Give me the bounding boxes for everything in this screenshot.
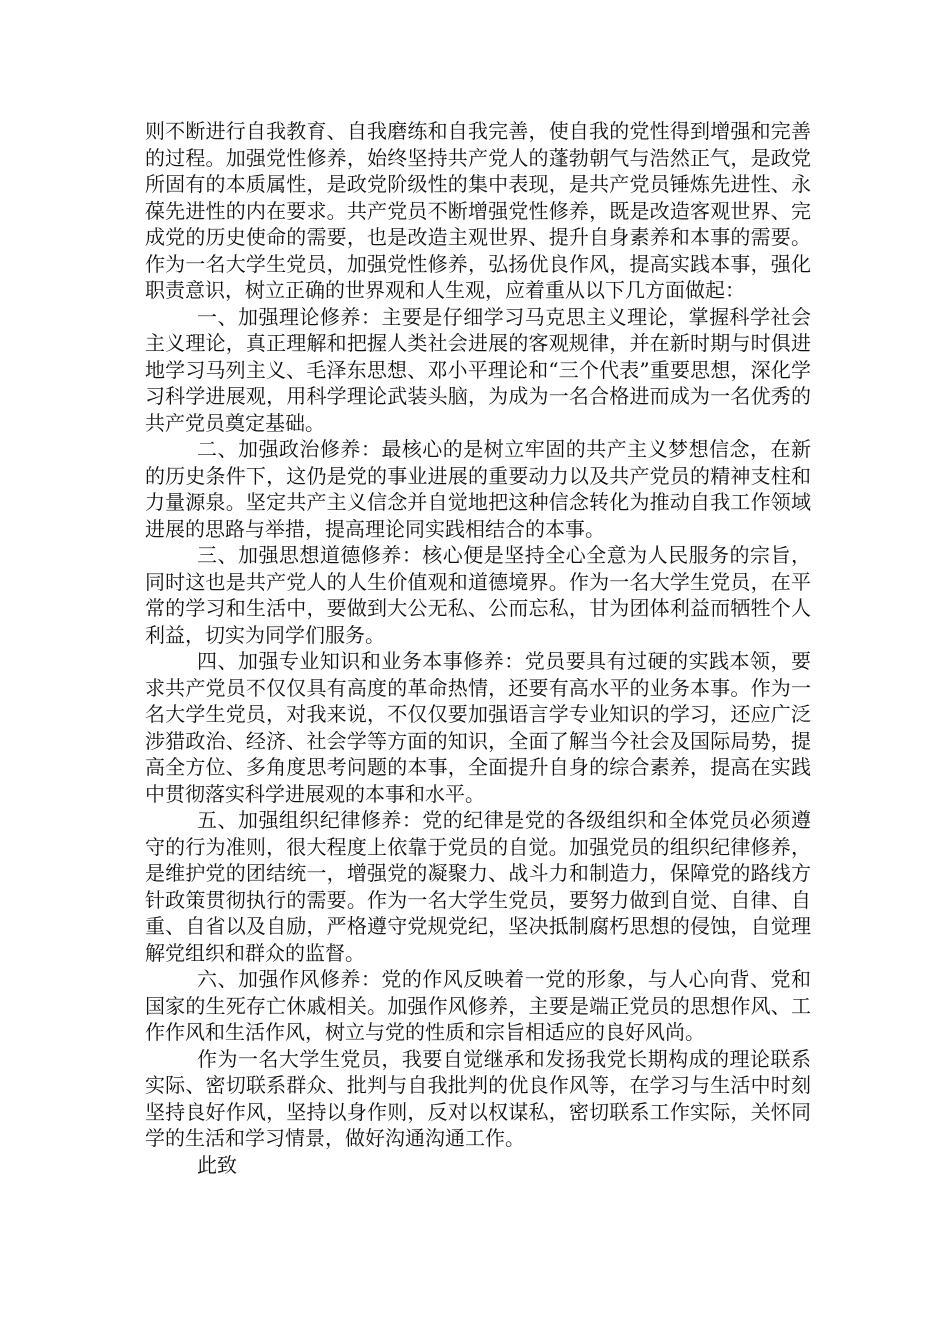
paragraph-theory-cultivation: 一、加强理论修养：主要是仔细学习马克思主义理论，掌握科学社会主义理论，真正理解和把握人类社会进展的客观规律，并在新时期与时俱进地学习马列主义、毛泽东思想、邓小平理论和“三个代表”重要思想，深化学习科学进展观，用科学理论武装头脑，为成为一名合格进而成为一名优秀的共产党员奠定基础。: [145, 304, 811, 435]
document-body: [145, 118, 811, 1178]
paragraph-political-cultivation: 二、加强政治修养：最核心的是树立牢固的共产主义梦想信念，在新的历史条件下，这仍是党的事业进展的重要动力以及共产党员的精神支柱和力量源泉。坚定共产主义信念并自觉地把这种信念转化为推动自我工作领域进展的思路与举措，提高理论同实践相结合的本事。: [145, 437, 811, 541]
paragraph-discipline-cultivation: 五、加强组织纪律修养：党的纪律是党的各级组织和全体党员必须遵守的行为准则，很大程度上依靠于党员的自觉。加强党员的组织纪律修养，是维护党的团结统一，增强党的凝聚力、战斗力和制造力，保障党的路线方针政策贯彻执行的需要。作为一名大学生党员，要努力做到自觉、自律、自重、自省以及自励，严格遵守党规党纪，坚决抵制腐朽思想的侵蚀，自觉理解党组织和群众的监督。: [145, 808, 811, 965]
paragraph-intro-continuation: 则不断进行自我教育、自我磨练和自我完善，使自我的党性得到增强和完善的过程。加强党性修养，始终坚持共产党人的蓬勃朝气与浩然正气，是政党所固有的本质属性，是政党阶级性的集中表现，是共产党员锤炼先进性、永葆先进性的内在要求。共产党员不断增强党性修养，既是改造客观世界、完成党的历史使命的需要，也是改造主观世界、提升自身素养和本事的需要。作为一名大学生党员，加强党性修养，弘扬优良作风，提高实践本事，强化职责意识，树立正确的世界观和人生观，应着重从以下几方面做起：: [145, 119, 811, 302]
paragraph-style-cultivation: 六、加强作风修养：党的作风反映着一党的形象，与人心向背、党和国家的生死存亡休戚相关。加强作风修养，主要是端正党员的思想作风、工作作风和生活作风，树立与党的性质和宗旨相适应的良好风尚。: [145, 967, 811, 1044]
paragraph-personal-commitment: 作为一名大学生党员，我要自觉继承和发扬我党长期构成的理论联系实际、密切联系群众、批判与自我批判的优良作风等，在学习与生活中时刻坚持良好作风，坚持以身作则，反对以权谋私，密切联系工作实际，关怀同学的生活和学习情景，做好沟通沟通工作。: [145, 1046, 811, 1150]
paragraph-moral-cultivation: 三、加强思想道德修养：核心便是坚持全心全意为人民服务的宗旨，同时这也是共产党人的人生价值观和道德境界。作为一名大学生党员，在平常的学习和生活中，要做到大公无私、公而忘私，甘为团体利益而牺牲个人利益，切实为同学们服务。: [145, 543, 811, 647]
paragraph-professional-cultivation: 四、加强专业知识和业务本事修养：党员要具有过硬的实践本领，要求共产党员不仅仅具有高度的革命热情，还要有高水平的业务本事。作为一名大学生党员，对我来说，不仅仅要加强语言学专业知识的学习，还应广泛涉猎政治、经济、社会学等方面的知识，全面了解当今社会及国际局势，提高全方位、多角度思考问题的本事，全面提升自身的综合素养，提高在实践中贯彻落实科学进展观的本事和水平。: [145, 649, 811, 806]
paragraph-closing-salutation: 此致: [197, 1152, 237, 1177]
